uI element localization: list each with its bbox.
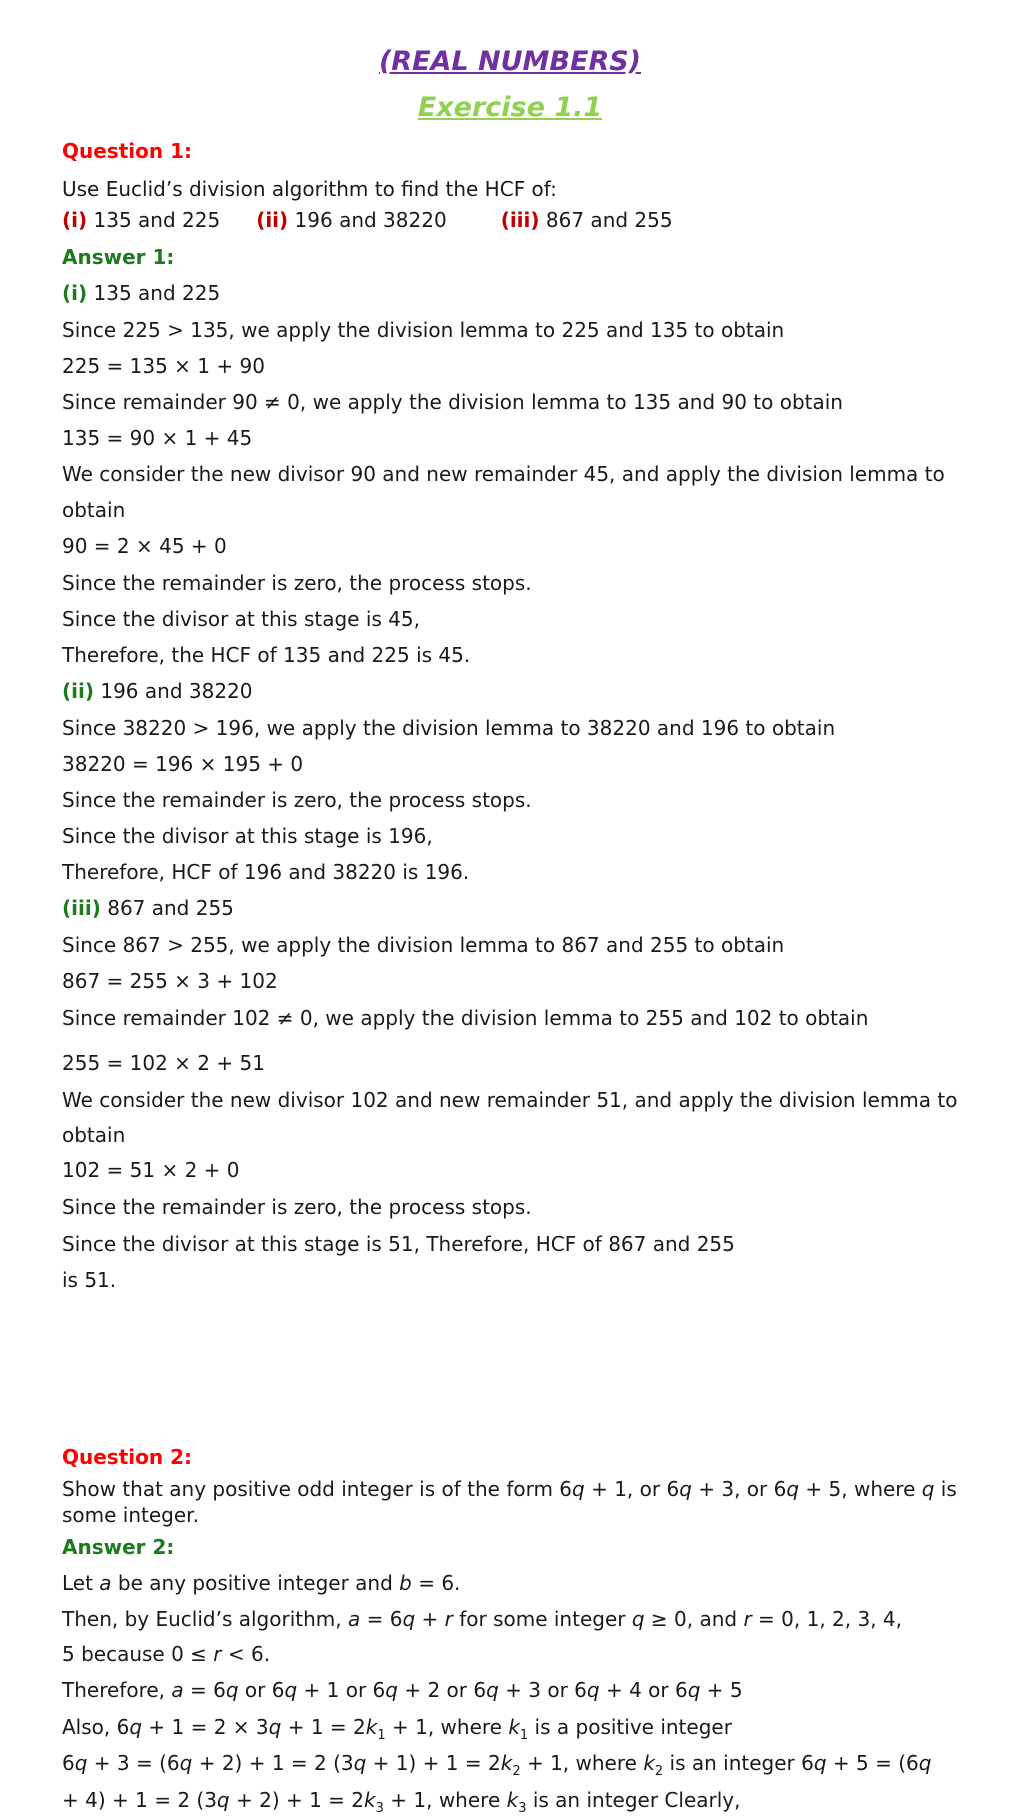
text-line: Therefore, a = 6q or 6q + 1 or 6q + 2 or 6q + 3 or 6q + 4 or 6q + 5 [62,1678,743,1702]
text-line: is 51. [62,1268,117,1292]
text-line: + 4) + 1 = 2 $(3q + 2) + 1 = 2k_3 + 1$, where $k_3$ is an integer Clearly, [62,1788,741,1816]
text-line: We consider the new divisor 90 and new remainder 45, and apply the division lemma to [62,462,945,486]
text-line: Let a be any positive integer and b = 6. [62,1571,461,1595]
part-label: (i) [62,281,88,305]
text-line: Since the divisor at this stage is 51, Therefore, HCF of 867 and 255 [62,1232,735,1256]
part-text: 867 and 255 [539,208,673,232]
text-line: Then, by Euclid’s algorithm, a = 6q + r for some integer q ≥ 0, and r = 0, 1, 2, 3, 4, [62,1607,902,1631]
question-1-heading: Question 1: [62,139,192,163]
equation-line: 38220 = 196 × 195 + 0 [62,752,304,776]
part-label: (ii) [62,679,94,703]
chapter-title: (REAL NUMBERS) [378,46,642,77]
part-title: 135 and 225 [87,281,221,305]
answer-2-heading: Answer 2: [62,1535,175,1559]
equation-line: 225 = 135 × 1 + 90 [62,354,265,378]
text-line: Since the divisor at this stage is 196, [62,824,433,848]
text-line: Also, $6q + 1 = 2 \times 3q + 1 = 2k_1 + 1$, where $k_1$ is a positive integer [62,1715,732,1743]
text-line: Since remainder 102 ≠ 0, we apply the division lemma to 255 and 102 to obtain [62,1006,869,1030]
equation-line: 255 = 102 × 2 + 51 [62,1051,265,1075]
text-line: Since 867 > 255, we apply the division lemma to 867 and 255 to obtain [62,933,785,957]
text-line: obtain [62,498,126,522]
text-line: Since the remainder is zero, the process stops. [62,788,532,812]
text-line: obtain [62,1123,126,1147]
part-text: 135 and 225 [87,208,221,232]
question-1-parts [62,208,673,232]
equation-line: 867 = 255 × 3 + 102 [62,969,278,993]
answer-1-heading: Answer 1: [62,245,175,269]
part-label: (i) [62,208,88,232]
text-line: Since the divisor at this stage is 45, [62,607,420,631]
question-1-prompt: Use Euclid’s division algorithm to find the HCF of: [62,177,557,201]
equation-line: 102 = 51 × 2 + 0 [62,1158,240,1182]
text-line: Since remainder 90 ≠ 0, we apply the division lemma to 135 and 90 to obtain [62,390,843,414]
part-label: (ii) [256,208,289,232]
text-line: Since the remainder is zero, the process stops. [62,571,532,595]
question-2-prompt-line: some integer. [62,1503,199,1527]
equation-line: 135 = 90 × 1 + 45 [62,426,253,450]
part-title: 867 and 255 [100,896,234,920]
question-2-heading: Question 2: [62,1445,192,1469]
answer-part-i-heading [62,281,220,305]
text-line: Since 38220 > 196, we apply the division lemma to 38220 and 196 to obtain [62,716,836,740]
text-line: Therefore, the HCF of 135 and 225 is 45. [62,643,471,667]
part-label: (iii) [62,896,101,920]
text-line: 5 because 0 ≤ r < 6. [62,1642,271,1666]
text-line: Therefore, HCF of 196 and 38220 is 196. [62,860,470,884]
equation-line: 90 = 2 × 45 + 0 [62,534,227,558]
answer-part-ii-heading [62,679,253,703]
answer-part-iii-heading [62,896,234,920]
part-title: 196 and 38220 [94,679,253,703]
text-line: We consider the new divisor 102 and new remainder 51, and apply the division lemma to [62,1088,958,1112]
text-line: 6q + 3 = (6q + 2) + 1 = 2 $(3q + 1) + 1 = 2k_2 + 1$, where $k_2$ is an integer 6q + 5 = (6q [62,1751,932,1779]
text-line: Since the remainder is zero, the process stops. [62,1195,532,1219]
part-label: (iii) [500,208,540,232]
part-text: 196 and 38220 [288,208,447,232]
text-line: Since 225 > 135, we apply the division lemma to 225 and 135 to obtain [62,318,785,342]
exercise-title: Exercise 1.1 [417,92,603,123]
question-2-prompt-line: Show that any positive odd integer is of the form 6q + 1, or 6q + 3, or 6q + 5, where q is [62,1477,957,1501]
